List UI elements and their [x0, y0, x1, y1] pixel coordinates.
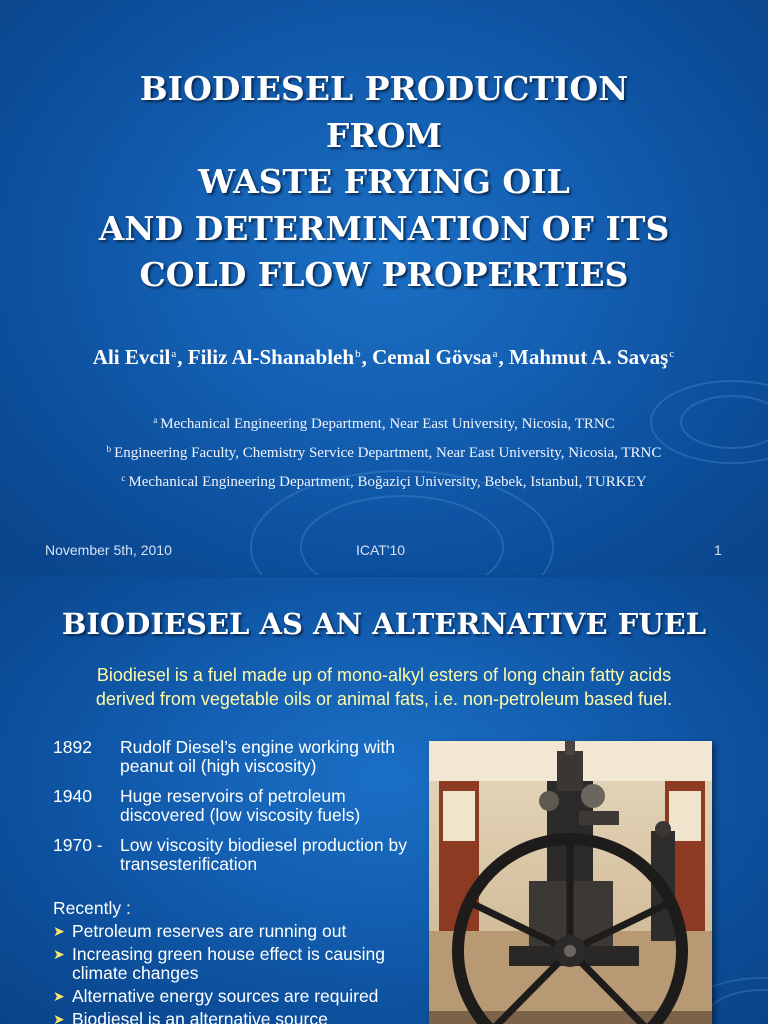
timeline-text: Huge reservoirs of petroleum discovered (low viscosity fuels)	[120, 786, 361, 825]
bullet-text: Increasing green house effect is causing climate changes	[72, 944, 385, 983]
affiliation-list	[0, 408, 768, 495]
timeline-item	[53, 787, 428, 825]
timeline-list	[53, 738, 428, 885]
author-affiliation-mark: a	[171, 348, 177, 360]
author-name: Filiz Al-Shanableh	[187, 345, 355, 369]
affiliation-text: Mechanical Engineering Department, Near East University, Nicosia, TRNC	[160, 416, 615, 432]
footer-date: November 5th, 2010	[45, 542, 172, 558]
chevron-right-icon: ➤	[53, 988, 65, 1004]
author-separator: ,	[177, 345, 188, 369]
affiliation-mark: a	[153, 415, 158, 425]
timeline-item	[53, 836, 428, 874]
title-line: FROM	[325, 115, 443, 155]
author-name: Cemal Gövsa	[372, 345, 492, 369]
affiliation-line	[0, 466, 768, 495]
author-affiliation-mark: c	[669, 348, 675, 360]
diesel-engine-illustration	[429, 741, 712, 1024]
author-affiliation-mark: b	[355, 348, 361, 360]
timeline-text: Low viscosity biodiesel production by transesterification	[120, 835, 407, 874]
chevron-right-icon: ➤	[53, 946, 65, 962]
title-line: AND DETERMINATION OF ITS	[98, 208, 670, 248]
affiliation-text: Mechanical Engineering Department, Boğaziçi University, Bebek, Istanbul, TURKEY	[128, 474, 647, 490]
author-name: Mahmut A. Savaş	[509, 345, 669, 369]
intro-line: Biodiesel is a fuel made up of mono-alkyl esters of long chain fatty acids	[96, 665, 672, 685]
bullet-item	[53, 1010, 428, 1024]
affiliation-line	[0, 437, 768, 466]
bullet-item	[53, 945, 428, 983]
bullet-text: Biodiesel is an alternative source	[72, 1009, 328, 1024]
recently-section	[53, 899, 428, 1024]
affiliation-mark: b	[106, 444, 112, 454]
bullet-item	[53, 922, 428, 941]
title-line: COLD FLOW PROPERTIES	[139, 255, 629, 294]
chevron-right-icon: ➤	[53, 923, 65, 939]
intro-paragraph	[0, 663, 768, 711]
diesel-engine-photo	[429, 741, 712, 1024]
footer-page-number: 1	[714, 542, 722, 558]
title-line: WASTE FRYING OIL	[198, 162, 570, 201]
bullet-text: Petroleum reserves are running out	[72, 921, 347, 941]
chevron-right-icon: ➤	[53, 1011, 65, 1024]
bullet-item	[53, 987, 428, 1006]
timeline-year: 1970 -	[53, 835, 103, 855]
footer-conference: ICAT'10	[356, 542, 406, 558]
author-separator: ,	[361, 345, 373, 369]
timeline-year: 1892	[53, 737, 92, 757]
slide-title: BIODIESEL AS AN ALTERNATIVE FUEL	[61, 607, 707, 641]
author-list	[0, 345, 768, 370]
affiliation-mark: c	[121, 473, 126, 483]
author-affiliation-mark: a	[492, 348, 498, 360]
recently-label: Recently :	[53, 898, 131, 918]
author-separator: ,	[498, 345, 510, 369]
author-name: Ali Evcil	[92, 345, 171, 369]
timeline-item	[53, 738, 428, 776]
content-slide	[0, 577, 768, 1024]
affiliation-text: Engineering Faculty, Chemistry Service Department, Near East University, Nicosia, TRNC	[114, 445, 662, 461]
bullet-text: Alternative energy sources are required	[72, 986, 379, 1006]
intro-line: derived from vegetable oils or animal fats, i.e. non-petroleum based fuel.	[95, 689, 673, 709]
timeline-year: 1940	[53, 786, 92, 806]
presentation-title	[0, 66, 768, 299]
affiliation-line	[0, 408, 768, 437]
timeline-text: Rudolf Diesel’s engine working with peanut oil (high viscosity)	[120, 737, 395, 776]
title-line: BIODIESEL PRODUCTION	[139, 69, 629, 108]
